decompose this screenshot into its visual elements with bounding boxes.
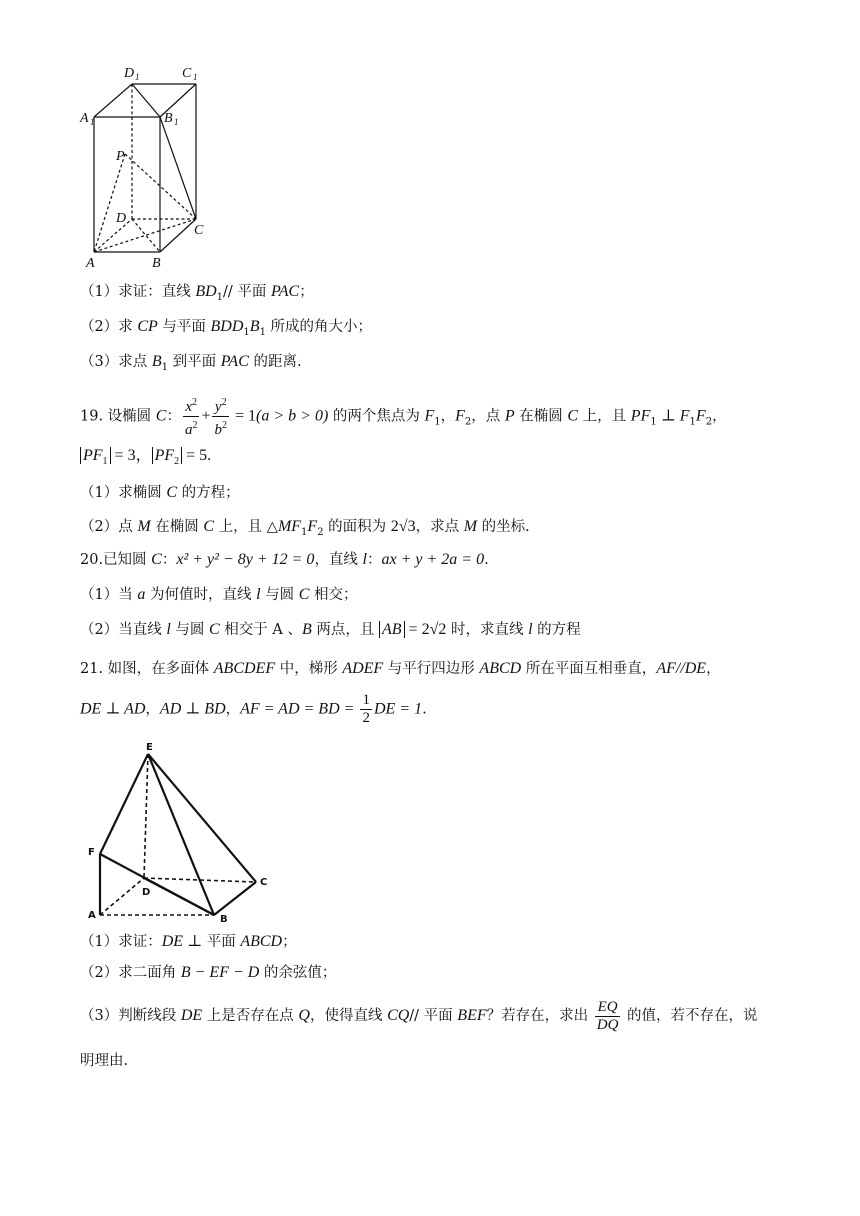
- q19-intro: 19. 设椭圆 C： $\frac{x^2}{a^2}$ + $\frac{y^2}{b^2}$ = 1(a > b > 0) 的两个焦点为 $F_1$，$F_2$，点 P 在椭圆 C 上，且 $PF_1$ ⊥ $F_1F_2$，: [80, 394, 727, 439]
- fraction-half: $\frac{1}{2}$: [362, 692, 370, 726]
- label-d1: D: [124, 66, 135, 81]
- q21-part1: （1）求证：DE ⊥ 平面 ABCD；: [80, 933, 297, 950]
- label-b1-sub: 1: [174, 117, 179, 127]
- q18-part1: （1）求证：直线 $BD_1//$ 平面 PAC；: [80, 283, 314, 303]
- figure-prism: [78, 62, 218, 270]
- label-a1: A: [80, 111, 89, 126]
- label-a1-sub: 1: [90, 117, 95, 127]
- label-d: D: [142, 887, 151, 898]
- label-b: B: [220, 914, 228, 925]
- label-a: A: [86, 256, 95, 270]
- label-d: D: [116, 211, 127, 226]
- figure-polyhedron: [82, 738, 282, 928]
- q21-intro: 21. 如图，在多面体 ABCDEF 中，梯形 ADEF 与平行四边形 ABCD 所在平面互相垂直，AF//DE，: [80, 660, 721, 677]
- q21-line2: DE ⊥ AD，AD ⊥ BD，AF = AD = BD = $\frac{1}{2}$ DE = 1.: [80, 692, 427, 726]
- label-c: C: [260, 877, 268, 888]
- q20-part2: （2）当直线 l 与圆 C 相交于 A 、B 两点，且 AB = 2√2 时，求直线 l 的方程: [80, 621, 581, 638]
- q21-part3-cont: 明理由.: [80, 1053, 129, 1069]
- q18-part2: （2）求 CP 与平面 $BDD_1B_1$ 所成的角大小；: [80, 318, 373, 338]
- q19-part2: （2）点 M 在椭圆 C 上，且 $\triangle MF_1F_2$ 的面积为 2√3，求点 M 的坐标.: [80, 518, 530, 538]
- label-c1-sub: 1: [193, 72, 198, 82]
- q20-part1: （1）当 a 为何值时，直线 l 与圆 C 相交；: [80, 586, 358, 603]
- label-c: C: [194, 223, 204, 238]
- q20-intro: 20.已知圆 C：x² + y² − 8y + 12 = 0，直线 l：ax + y + 2a = 0.: [80, 551, 489, 568]
- q18-part3: （3）求点 $B_1$ 到平面 PAC 的距离.: [80, 353, 302, 373]
- label-c1: C: [182, 66, 192, 81]
- label-f: F: [88, 847, 95, 858]
- label-b: B: [152, 256, 161, 270]
- q19-part1: （1）求椭圆 C 的方程；: [80, 484, 240, 501]
- fraction-y2-b2: $\frac{y^2}{b^2}$: [212, 394, 229, 439]
- label-b1: B: [164, 111, 173, 126]
- q19-line2: $PF_1 = 3$， $PF_2 = 5$.: [80, 446, 211, 472]
- q21-part2: （2）求二面角 B − EF − D 的余弦值；: [80, 964, 337, 981]
- label-a: A: [88, 910, 96, 921]
- label-p: P: [116, 149, 125, 164]
- label-d1-sub: 1: [135, 72, 140, 82]
- q21-part3: （3）判断线段 DE 上是否存在点 Q，使得直线 CQ// 平面 BEF？若存在，求出 $\frac{EQ}{DQ}$ 的值，若不存在，说: [80, 998, 758, 1033]
- label-e: E: [146, 742, 153, 753]
- fraction-eq-dq: $\frac{EQ}{DQ}$: [596, 998, 619, 1033]
- fraction-x2-a2: $\frac{x^2}{a^2}$: [183, 394, 200, 439]
